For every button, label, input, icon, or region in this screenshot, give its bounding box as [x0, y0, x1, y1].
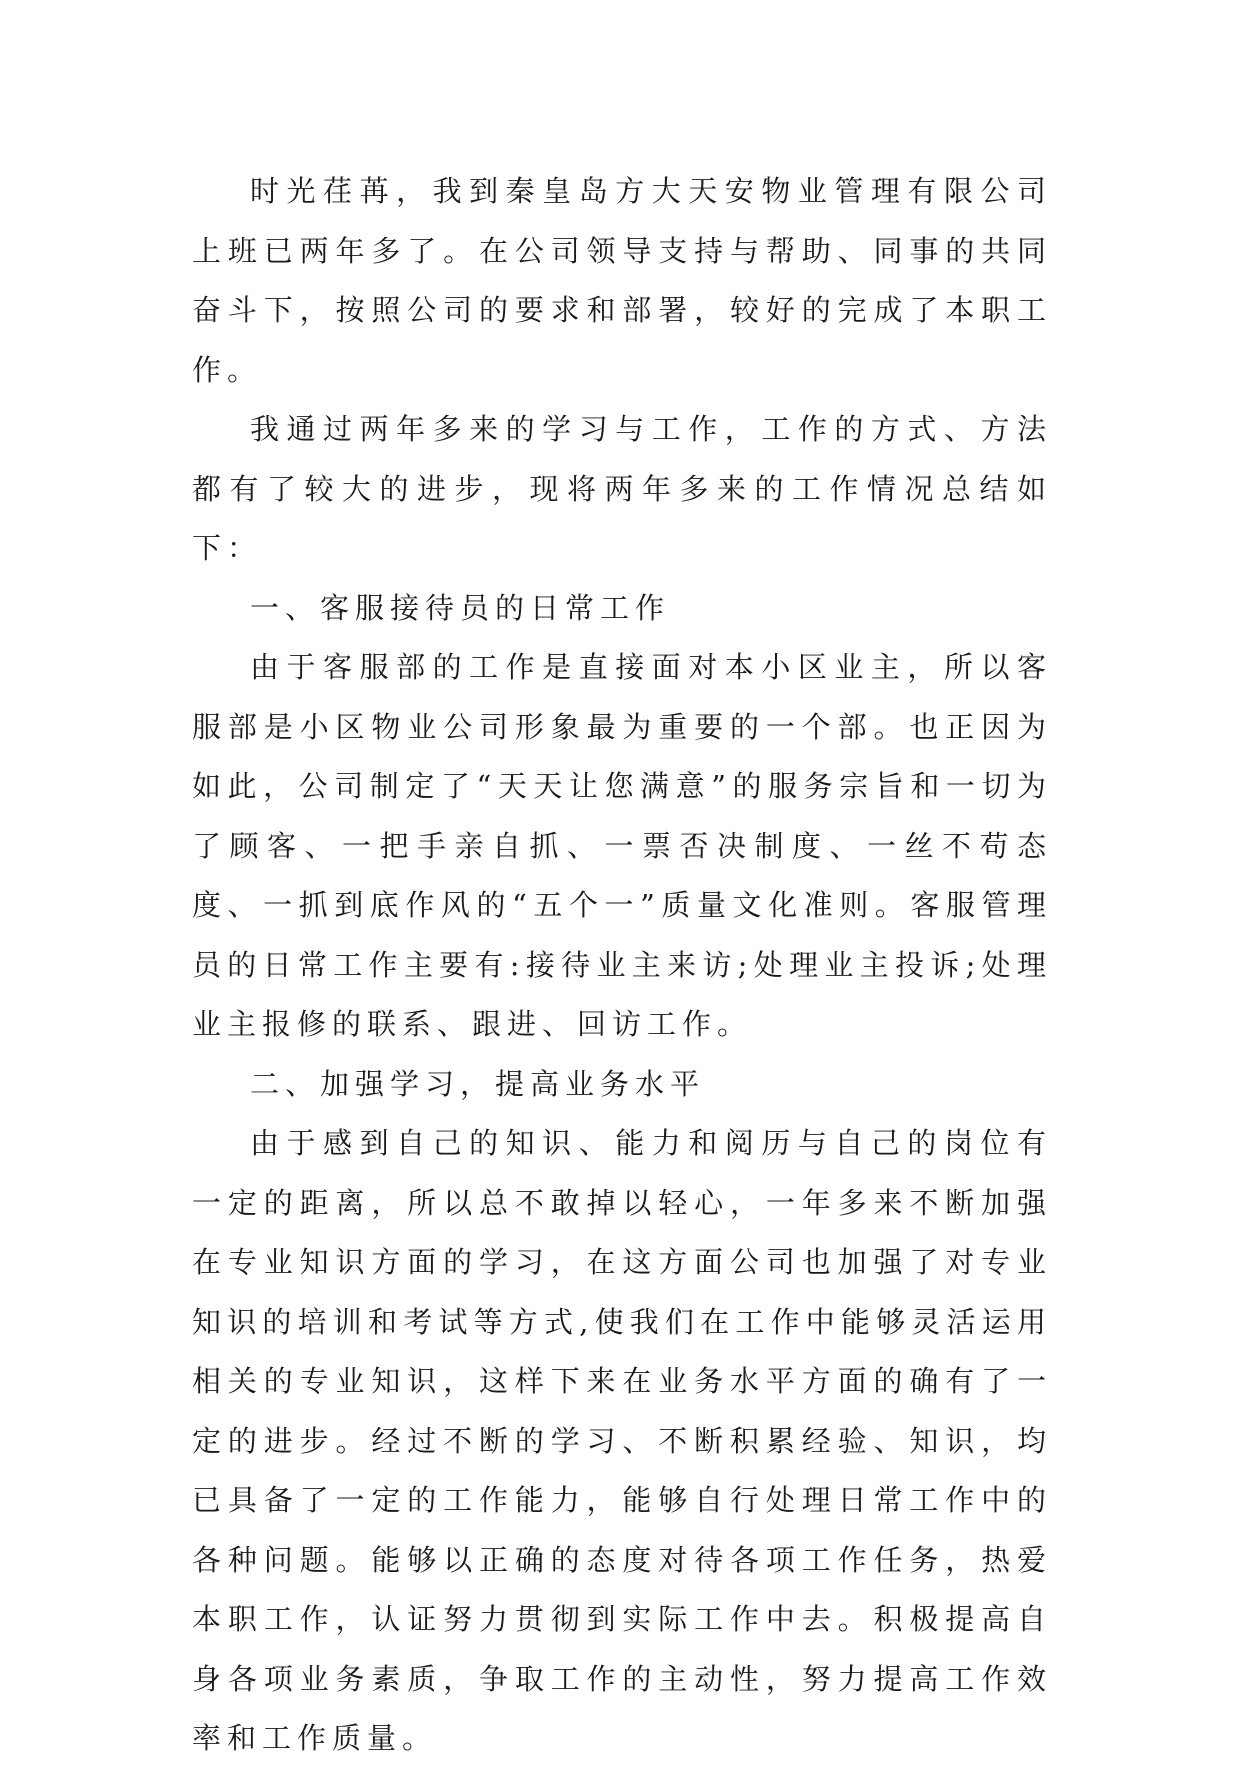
intro-paragraph: 时光荏苒，我到秦皇岛方大天安物业管理有限公司上班已两年多了。在公司领导支持与帮助、同事的共同奋斗下，按照公司的要求和部署，较好的完成了本职工作。 [192, 174, 1052, 387]
section-2-paragraph: 由于感到自己的知识、能力和阅历与自己的岗位有一定的距离，所以总不敢掉以轻心，一年多来不断加强在专业知识方面的学习，在这方面公司也加强了对专业知识的培训和考试等方式,使我们在工作中能够灵活运用相关的专业知识，这样下来在业务水平方面的确有了一定的进步。经过不断的学习、不断积累经验、知识，均已具备了一定的工作能力，能够自行处理日常工作中的各种问题。能够以正确的态度对待各项工作任务，热爱本职工作，认证努力贯彻到实际工作中去。积极提高自身各项业务素质，争取工作的主动性，努力提高工作效率和工作质量。 [192, 1126, 1052, 1755]
section-heading-1: 一、客服接待员的日常工作 [250, 590, 671, 625]
section-heading-2: 二、加强学习，提高业务水平 [250, 1066, 706, 1101]
summary-intro-paragraph: 我通过两年多来的学习与工作，工作的方式、方法都有了较大的进步，现将两年多来的工作情况总结如下： [192, 412, 1052, 565]
document-body [192, 162, 1052, 1769]
section-1-paragraph: 由于客服部的工作是直接面对本小区业主，所以客服部是小区物业公司形象最为重要的一个部。也正因为如此，公司制定了“天天让您满意”的服务宗旨和一切为了顾客、一把手亲自抓、一票否决制度、一丝不苟态度、一抓到底作风的“五个一”质量文化准则。客服管理员的日常工作主要有:接待业主来访;处理业主投诉;处理业主报修的联系、跟进、回访工作。 [192, 650, 1052, 1041]
